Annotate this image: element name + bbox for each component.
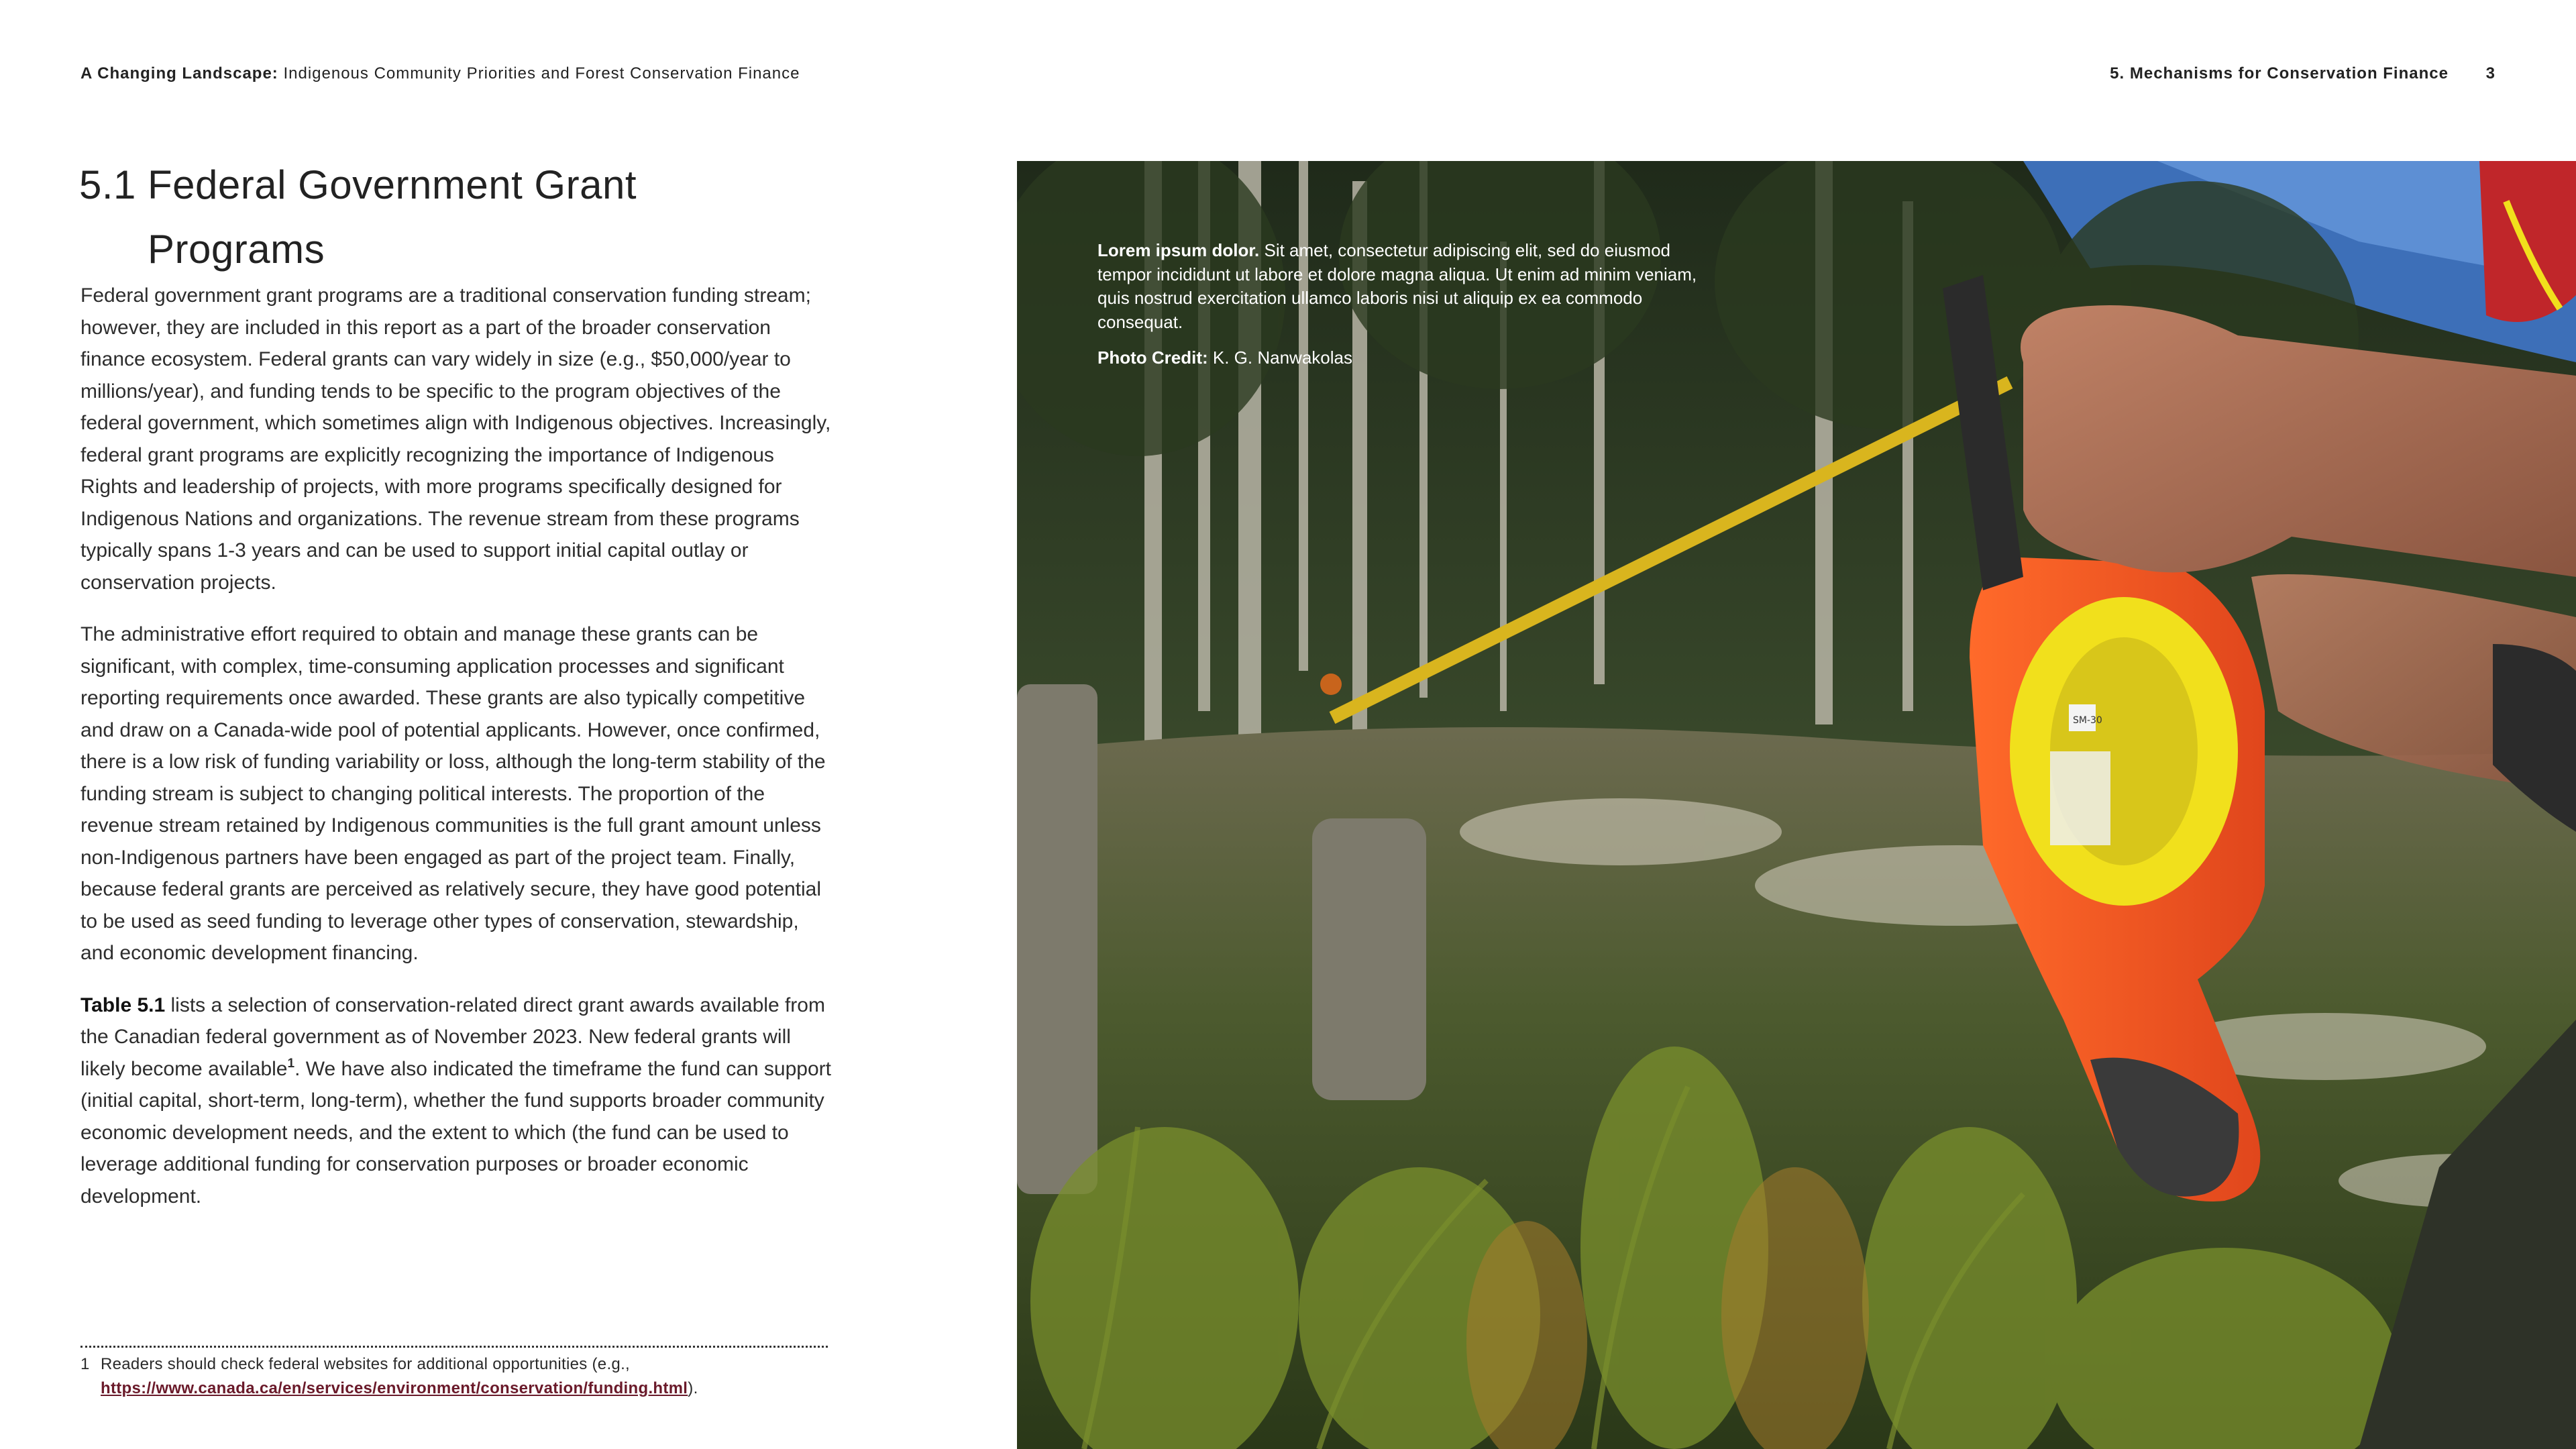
header-section-name: 5. Mechanisms for Conservation Finance: [2110, 64, 2449, 83]
running-header-title: [80, 64, 800, 83]
photo-credit-label: Photo Credit:: [1097, 347, 1208, 368]
paragraph-1: Federal government grant programs are a traditional conservation funding stream; however, they are included in this report as a part of the broader conservation finance ecosystem. Federal grants can vary widely in size (e.g., $50,000/year to millions/year), and funding tends to be specific to the program objectives of the federal government, which sometimes align with Indigenous objectives. Increasingly, federal grant programs are explicitly recognizing the importance of Indigenous Rights and leadership of projects, with more programs specifically designed for Indigenous Nations and organizations. The revenue stream from these programs typically spans 1-3 years and can be used to support initial capital outlay or conservation projects.: [80, 284, 831, 594]
paragraph-2: The administrative effort required to obtain and manage these grants can be significant, with complex, time-consuming application processes and significant reporting requirements once awarded. These grants are also typically competitive and draw on a Canada-wide pool of potential applicants. However, once confirmed, there is a low risk of funding variability or loss, although the long-term stability of the funding stream is subject to changing political interests. The proportion of the revenue stream retained by Indigenous communities is the full grant amount unless non-Indigenous partners have been engaged as part of the project team. Finally, because federal grants are perceived as relatively secure, they have good potential to be used as seed funding to leverage other types of conservation, stewardship, and economic development financing.: [80, 623, 826, 964]
running-header-section: [2110, 64, 2496, 83]
paragraph-3: [80, 989, 832, 1213]
footnote-number: 1: [80, 1355, 90, 1373]
caption-text: Sit amet, consectetur adipiscing elit, sed do eiusmod tempor incididunt ut labore et dolore magna aliqua. Ut enim ad minim veniam, quis nostrud exercitation ullamco laboris nisi ut aliquip ex ea commodo consequat.: [1097, 240, 1697, 332]
photo-credit-name: K. G. Nanwakolas: [1208, 347, 1352, 368]
caption-paragraph: [1097, 239, 1701, 334]
section-title: Federal Government Grant Programs: [148, 162, 637, 272]
footnote-marker[interactable]: 1: [287, 1056, 295, 1071]
footnote-text: [101, 1352, 859, 1401]
caption-lead: Lorem ipsum dolor.: [1097, 240, 1260, 260]
footnote-link[interactable]: https://www.canada.ca/en/services/environment/conservation/funding.html: [101, 1379, 688, 1397]
header-title-bold: A Changing Landscape:: [80, 64, 278, 83]
footnote-after: ).: [688, 1379, 698, 1397]
footnote-divider: [80, 1346, 828, 1348]
section-number: 5.1: [79, 162, 136, 207]
header-title-text: Indigenous Community Priorities and Forest Conservation Finance: [283, 64, 800, 83]
footnote: [80, 1352, 859, 1401]
footnote-lead: Readers should check federal websites for additional opportunities (e.g.,: [101, 1355, 631, 1373]
body-text: [80, 280, 832, 1232]
section-heading: [79, 153, 851, 282]
page-number: 3: [2485, 64, 2496, 83]
paragraph-3-text-a: lists a selection of conservation-related direct grant awards available from the Canadian federal government as of November 2023. New federal grants will likely become available: [80, 994, 825, 1080]
photo-credit: [1097, 346, 1701, 370]
table-reference: Table 5.1: [80, 994, 166, 1016]
paragraph-3-text-b: . We have also indicated the timeframe the fund can support (initial capital, short-term, long-term), whether the fund supports broader community economic development needs, and the extent to which (the fund can be used to leverage additional funding for conservation purposes or broader economic development.: [80, 1057, 831, 1208]
photo-caption: [1097, 239, 1701, 382]
tape-reel-label: SM-30: [2073, 715, 2102, 726]
